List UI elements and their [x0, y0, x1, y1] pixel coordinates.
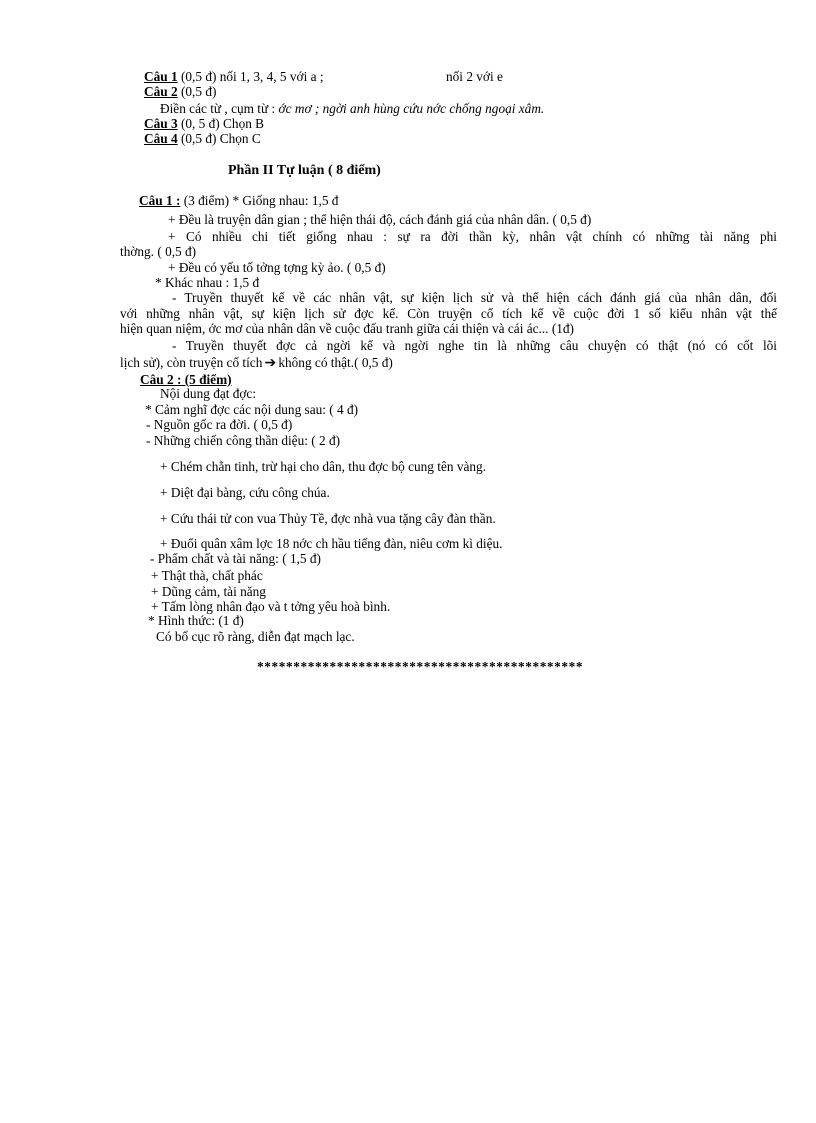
q2-line10: + Thật thà, chất phác [151, 568, 263, 583]
part1-q2-text: (0,5 đ) [177, 84, 217, 99]
q1-line6a: - Truyền thuyết đợc cả ngời kể và ngời nghe tin là những câu chuyện có thật (nó có cốt lõi [172, 338, 777, 353]
q2-line4: - Những chiến công thần diệu: ( 2 đ) [146, 433, 341, 448]
q2-line3: - Nguồn gốc ra đời. ( 0,5 đ) [146, 417, 293, 432]
q1-line4: * Khác nhau : 1,5 đ [155, 275, 260, 290]
part1-q1-text: (0,5 đ) nối 1, 3, 4, 5 với a ; [177, 69, 324, 84]
q2-line13: * Hình thức: (1 đ) [148, 613, 244, 628]
q2-line11: + Dũng cảm, tài năng [151, 584, 266, 599]
q2-line5: + Chém chằn tinh, trừ hại cho dân, thu đợc bộ cung tên vàng. [160, 459, 487, 474]
q1-line3: + Đều có yếu tố tởng tợng kỳ ảo. ( 0,5 đ) [168, 260, 386, 275]
part1-q2-fill-text: Điền các từ , cụm từ : [160, 101, 276, 116]
q2-line6: + Diệt đại bàng, cứu công chúa. [160, 485, 330, 500]
part1-q3-text: (0, 5 đ) Chọn B [177, 116, 265, 131]
q2-line2: * Cảm nghĩ đợc các nội dung sau: ( 4 đ) [145, 402, 359, 417]
q1-header-text: (3 điểm) * Giống nhau: 1,5 đ [180, 193, 339, 208]
part1-q3-label: Câu 3 [144, 116, 178, 131]
q1-line1: + Đều là truyện dân gian ; thể hiện thái độ, cách đánh giá của nhân dân. ( 0,5 đ) [168, 212, 592, 227]
part1-q1-line [144, 69, 324, 84]
part1-q2-line [144, 84, 216, 99]
q2-line7: + Cứu thái tử con vua Thủy Tề, đợc nhà vua tặng cây đàn thần. [160, 511, 496, 526]
q1-line5b: với những nhân vật, sự kiện lịch sử đợc kể. Còn truyện cổ tích kể về cuộc đời 1 số kiểu nhân vật thể [120, 306, 777, 321]
q1-line2a: + Có nhiều chi tiết giống nhau : sự ra đời thần kỳ, nhân vật chính có những tài năng phi [168, 229, 777, 244]
part1-q2-fill [160, 101, 544, 116]
q1-line5a: - Truyền thuyết kể về các nhân vật, sự kiện lịch sử và thể hiện cách đánh giá của nhân dân, đối [172, 290, 777, 305]
q1-line6b [120, 355, 393, 371]
q1-line5c: hiện quan niệm, ớc mơ của nhân dân về cuộc đấu tranh giữa cái thiện và cái ác... (1đ) [120, 321, 574, 336]
part1-q2-label: Câu 2 [144, 84, 178, 99]
q2-label: Câu 2 : (5 điểm) [140, 372, 232, 387]
part1-q4-text: (0,5 đ) Chọn C [177, 131, 261, 146]
part1-q3-line [144, 116, 264, 131]
part2-title: Phần II Tự luận ( 8 điểm) [228, 163, 381, 178]
part1-q4-label: Câu 4 [144, 131, 178, 146]
q2-line9: - Phẩm chất và tài năng: ( 1,5 đ) [150, 551, 321, 566]
q2-line8: + Đuổi quân xâm lợc 18 nớc ch hầu tiếng đàn, niêu cơm kì diệu. [160, 536, 503, 551]
q1-line6b-text2: không có thật.( 0,5 đ) [278, 355, 393, 370]
q1-line6b-text1: lịch sử), còn truyện cổ tích [120, 355, 263, 370]
q2-line1: Nội dung đạt đợc: [160, 386, 257, 401]
part1-q1-label: Câu 1 [144, 69, 178, 84]
right-arrow-icon: ➔ [264, 356, 277, 371]
part1-q2-fill-terms: ớc mơ ; ngời anh hùng cứu nớc chống ngoại xâm. [275, 101, 545, 116]
part1-q1-text2: nối 2 với e [446, 69, 503, 84]
footer-stars: ********************************************* [257, 659, 584, 674]
q1-label: Câu 1 : [139, 193, 181, 208]
q1-line2b: thờng. ( 0,5 đ) [120, 244, 197, 259]
q1-header [139, 193, 338, 208]
q2-line14: Có bố cục rõ ràng, diễn đạt mạch lạc. [156, 629, 355, 644]
part1-q4-line [144, 131, 261, 146]
q2-line12: + Tấm lòng nhân đạo và t tởng yêu hoà bình. [151, 599, 391, 614]
